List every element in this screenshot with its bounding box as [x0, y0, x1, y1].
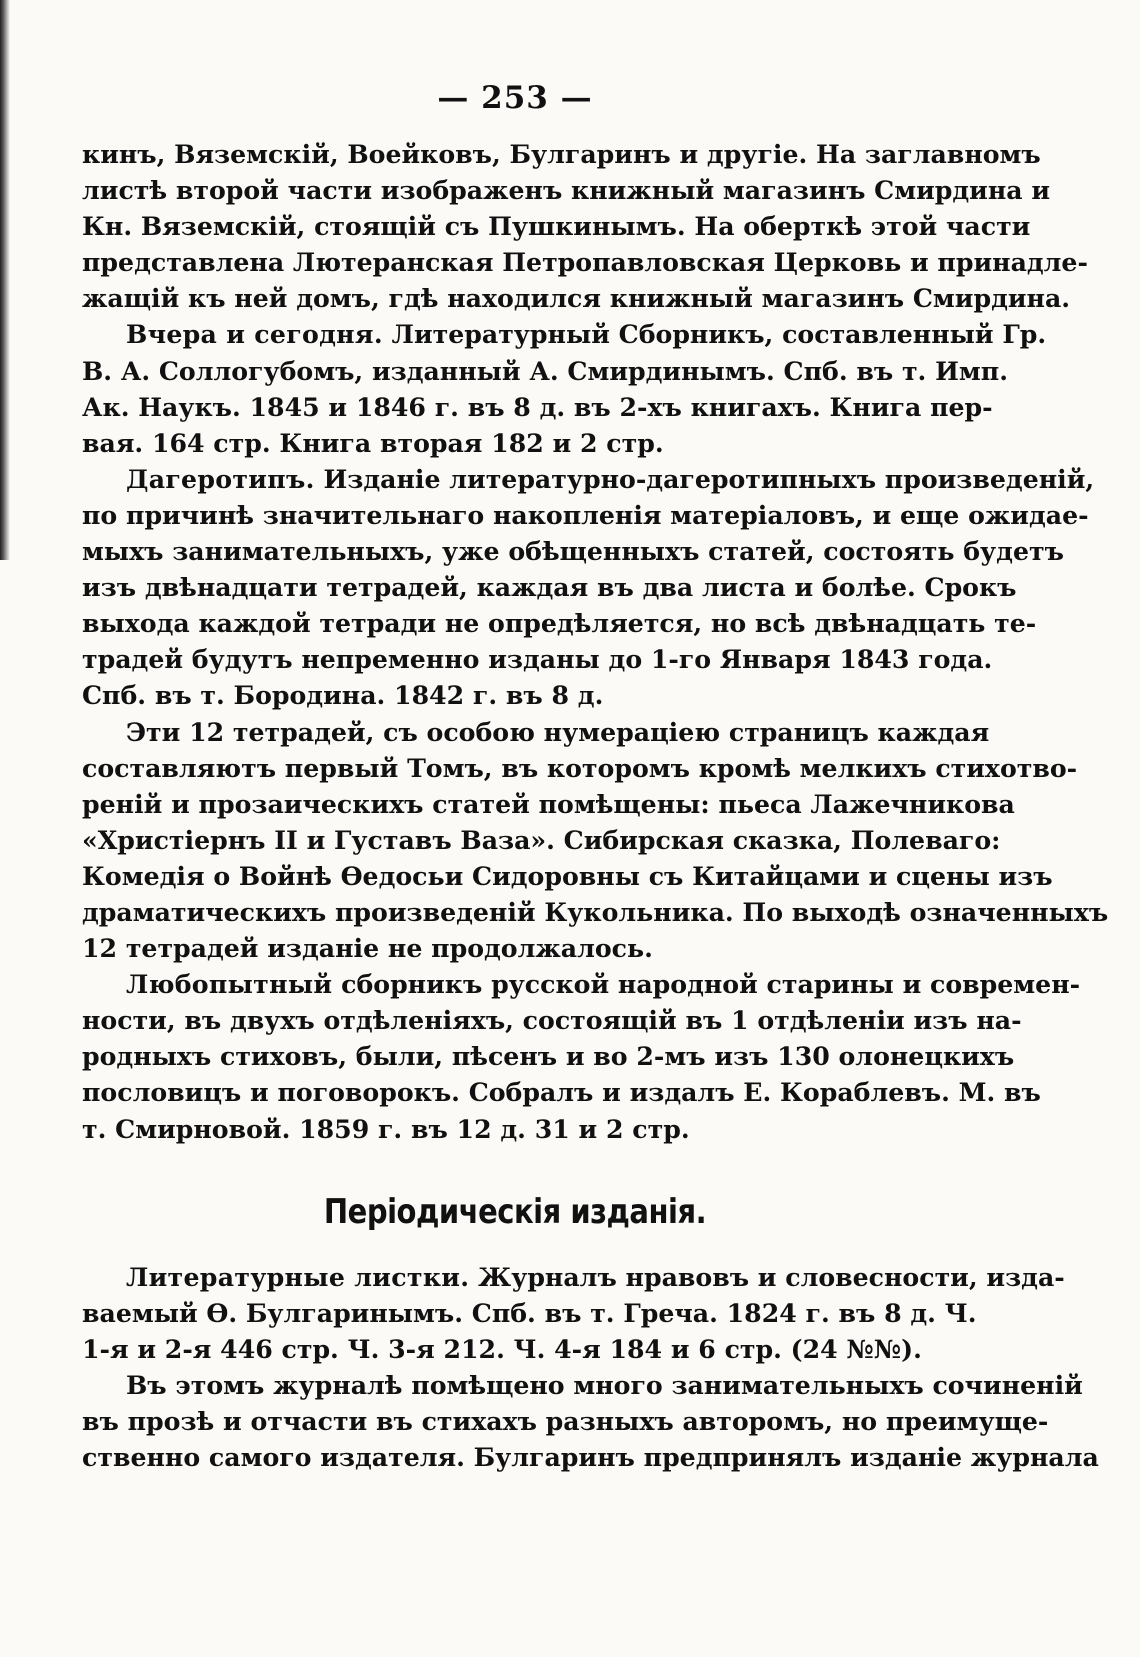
bibliography-entry	[82, 461, 1095, 714]
line-text: по причинѣ значительнаго накопленія матеріаловъ, и еще ожидае-	[82, 499, 1089, 530]
text-line	[82, 1259, 1065, 1295]
text-line	[82, 1295, 977, 1331]
line-text: В. А. Соллогубомъ, изданный А. Смирдинымъ. Спб. въ т. Имп.	[82, 355, 1008, 386]
entry-title: Вчера и сегодня.	[126, 319, 383, 350]
text-line	[82, 136, 1041, 172]
text-line	[82, 533, 1064, 569]
line-text: 12 тетрадей изданіе не продолжалось.	[82, 933, 653, 964]
line-text: мыхъ занимательныхъ, уже обѣщенныхъ статей, состоять будетъ	[82, 536, 1064, 567]
bibliography-entry	[82, 316, 1047, 460]
line-text: Изданіе литературно-дагеротипныхъ произведеній,	[314, 463, 1095, 494]
line-text: листѣ второй части изображенъ книжный магазинъ Смирдина и	[82, 175, 1051, 206]
text-line	[82, 750, 1078, 786]
text-line	[82, 1331, 948, 1367]
line-text: 1-я и 2-я 446 стр. Ч. 3-я 212. Ч. 4-я 184 и 6 стр. (24 №№).	[82, 1333, 922, 1364]
line-text: Спб. въ т. Бородина. 1842 г. въ 8 д.	[82, 680, 604, 711]
line-text: Кн. Вяземскій, стоящій съ Пушкинымъ. На оберткѣ этой части	[82, 211, 1031, 242]
line-text: родныхъ стиховъ, были, пѣсенъ и во 2-мъ изъ 130 олонецкихъ	[82, 1041, 1015, 1072]
bibliography-entry	[82, 1259, 1065, 1367]
line-text: сборникъ русской народной старины и современ-	[332, 969, 1081, 1000]
text-line	[82, 1111, 948, 1147]
text-line	[82, 389, 993, 425]
text-line	[82, 858, 1053, 894]
text-line	[82, 353, 1008, 389]
text-line	[82, 569, 1017, 605]
line-text: жащій къ ней домъ, гдѣ находился книжный магазинъ Смирдина.	[82, 283, 1071, 314]
line-text: представлена Лютеранская Петропавловская Церковь и принадле-	[82, 247, 1088, 278]
line-text: ственно самого издателя. Булгаринъ предпринялъ изданіе журнала	[82, 1442, 1099, 1473]
line-text: ности, въ двухъ отдѣленіяхъ, состоящій въ 1 отдѣленіи изъ на-	[82, 1005, 1022, 1036]
text-line	[82, 677, 948, 713]
text-line	[82, 930, 948, 966]
entry-title: Дагеротипъ.	[126, 463, 315, 494]
scan-edge-shadow	[0, 0, 10, 560]
line-text: традей будутъ непременно изданы до 1-го Января 1843 года.	[82, 644, 993, 675]
line-text: выхода каждой тетради не опредѣляется, но всѣ двѣнадцать те-	[82, 608, 1037, 639]
section-heading: Періодическія изданія.	[323, 1190, 707, 1231]
text-body	[82, 136, 1109, 1147]
text-line	[82, 280, 1071, 316]
text-line	[82, 425, 948, 461]
text-line	[82, 208, 1031, 244]
line-text: Ак. Наукъ. 1845 и 1846 г. въ 8 д. въ 2-хъ книгахъ. Книга пер-	[82, 391, 993, 422]
text-line	[82, 894, 1109, 930]
line-text: въ прозѣ и отчасти въ стихахъ разныхъ авторомъ, но преимуще-	[82, 1406, 1049, 1436]
text-line	[82, 1367, 1083, 1403]
text-line	[82, 497, 1089, 533]
text-line	[82, 822, 1001, 858]
line-text: составляютъ первый Томъ, въ которомъ кромѣ мелкихъ стихотво-	[82, 752, 1078, 783]
text-line	[82, 966, 1081, 1002]
line-text: кинъ, Вяземскій, Воейковъ, Булгаринъ и другіе. На заглавномъ	[82, 139, 1041, 169]
bibliography-entry	[82, 966, 1081, 1146]
line-text: реній и прозаическихъ статей помѣщены: пьеса Лажечникова	[82, 788, 1015, 819]
line-text: Журналъ нравовъ и словесности, изда-	[469, 1261, 1065, 1292]
line-text: т. Смирновой. 1859 г. въ 12 д. 31 и 2 стр.	[82, 1113, 690, 1144]
paragraph	[82, 714, 1109, 967]
text-line	[82, 244, 1088, 280]
text-line	[82, 461, 1095, 497]
entry-title: Любопытный	[126, 969, 333, 1000]
line-text: вая. 164 стр. Книга вторая 182 и 2 стр.	[82, 427, 664, 458]
line-text: пословицъ и поговорокъ. Собралъ и издалъ Е. Кораблевъ. М. въ	[82, 1077, 1041, 1108]
text-line	[82, 316, 1047, 352]
text-line	[82, 786, 1015, 822]
text-line	[82, 172, 1051, 208]
book-page	[82, 78, 1109, 1475]
text-line	[82, 641, 993, 677]
line-text: драматическихъ произведеній Кукольника. По выходѣ означенныхъ	[82, 896, 1109, 927]
line-text: Комедія о Войнѣ Ѳедосьи Сидоровны съ Китайцами и сцены изъ	[82, 860, 1053, 891]
text-line	[82, 605, 1037, 641]
page-number: — 253 —	[437, 80, 593, 116]
text-line	[82, 1002, 1022, 1038]
section-body	[82, 1259, 1099, 1476]
line-text: «Христіернъ II и Густавъ Ваза». Сибирская сказка, Полеваго:	[82, 824, 1001, 855]
line-text: ваемый Ѳ. Булгаринымъ. Спб. въ т. Греча. 1824 г. въ 8 д. Ч.	[82, 1297, 977, 1328]
line-text: Въ этомъ журналѣ помѣщено много занимательныхъ сочиненій	[126, 1369, 1083, 1400]
entry-title: Литературные листки.	[126, 1261, 470, 1292]
line-text: Литературный Сборникъ, составленный Гр.	[382, 319, 1047, 350]
text-line	[82, 1074, 1041, 1110]
line-text: Эти 12 тетрадей, съ особою нумераціею страницъ каждая	[126, 716, 990, 747]
paragraph	[82, 1367, 1099, 1475]
text-line	[82, 714, 990, 750]
text-line	[82, 1403, 1049, 1439]
paragraph	[82, 136, 1088, 316]
text-line	[82, 1038, 1015, 1074]
text-line	[82, 1439, 1099, 1475]
line-text: изъ двѣнадцати тетрадей, каждая въ два листа и болѣе. Срокъ	[82, 572, 1017, 603]
